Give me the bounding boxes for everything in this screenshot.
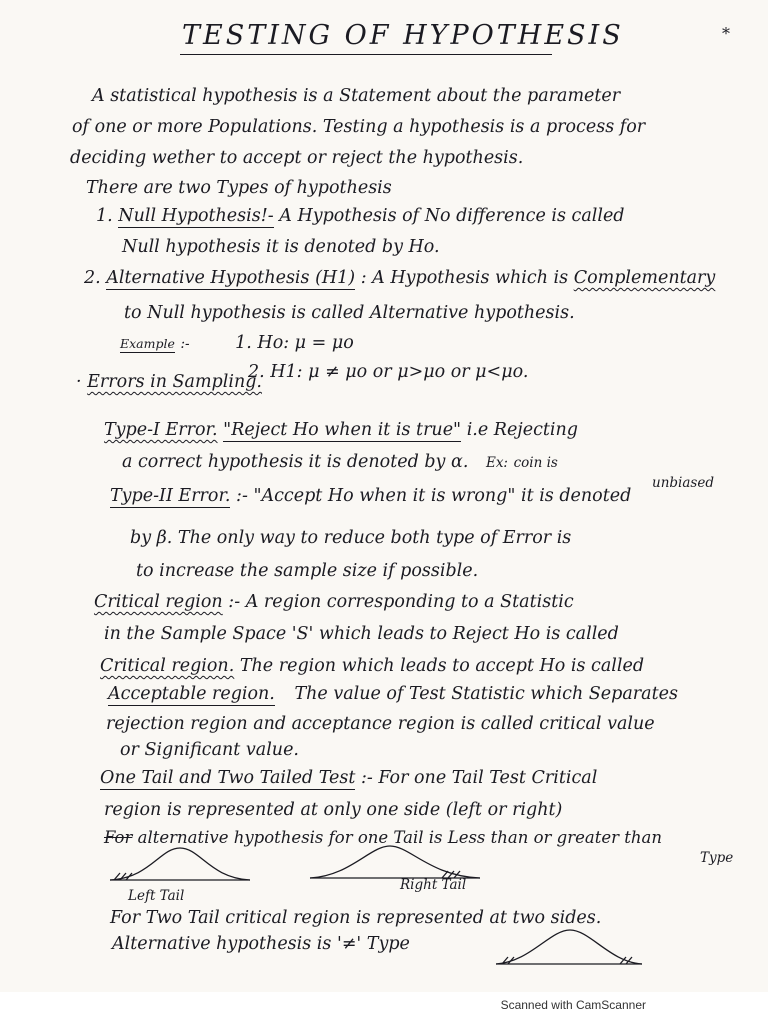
type1-quote: "Reject Ho when it is true" bbox=[223, 420, 462, 440]
alt-complementary-word: Complementary bbox=[573, 268, 716, 288]
errors-bullet: · bbox=[76, 372, 82, 392]
critical-line-3 bbox=[100, 656, 644, 676]
alt-definition: : A Hypothesis which is bbox=[360, 268, 569, 288]
example-2: 2. H1: μ ≠ μo or μ>μo or μ<μo. bbox=[248, 362, 529, 382]
null-line-2: Null hypothesis it is denoted by Ho. bbox=[122, 237, 440, 257]
tails-def: For one Tail Test Critical bbox=[378, 768, 598, 788]
example-1: 1. Ho: μ = μo bbox=[235, 333, 354, 353]
null-definition: A Hypothesis of No difference is called bbox=[279, 206, 625, 226]
critical-def: A region corresponding to a Statistic bbox=[245, 592, 574, 612]
critical-sep: :- bbox=[228, 592, 241, 612]
null-number: 1. bbox=[96, 206, 113, 226]
type1-example-label: Ex: bbox=[485, 455, 508, 471]
critical-line-5: rejection region and acceptance region is called critical value bbox=[106, 714, 655, 734]
critical-region-term: Critical region. bbox=[100, 656, 235, 676]
null-term: Null Hypothesis!- bbox=[118, 206, 274, 226]
right-tail-curve bbox=[310, 846, 480, 878]
type2-line bbox=[110, 486, 631, 506]
intro-line-1: A statistical hypothesis is a Statement about the parameter bbox=[92, 86, 621, 106]
type1-line bbox=[104, 420, 578, 440]
alt-line-2: to Null hypothesis is called Alternative hypothesis. bbox=[124, 303, 575, 323]
acceptable-region-term: Acceptable region. bbox=[108, 684, 275, 704]
two-tail-line-1: For Two Tail critical region is represented at two sides. bbox=[110, 908, 602, 928]
errors-heading-line bbox=[76, 372, 262, 392]
type1-example-2: unbiased bbox=[652, 475, 714, 491]
type1-text: a correct hypothesis it is denoted by α. bbox=[122, 452, 469, 472]
tails-heading: One Tail and Two Tailed Test bbox=[100, 768, 356, 788]
type2-label: Type-II Error. bbox=[110, 486, 231, 506]
type2-tail: it is denoted bbox=[521, 486, 632, 506]
type1-label: Type-I Error. bbox=[104, 420, 218, 440]
critical-line-6: or Significant value. bbox=[120, 740, 299, 760]
scan-footer bbox=[0, 992, 768, 1024]
type2-line-2: by β. The only way to reduce both type of Error is bbox=[130, 528, 572, 548]
right-tail-label: Right Tail bbox=[400, 877, 467, 893]
struck-for: For bbox=[104, 828, 133, 847]
intro-line-2: of one or more Populations. Testing a hypothesis is a process for bbox=[72, 117, 646, 137]
type1-example: coin is bbox=[513, 455, 558, 471]
null-hypothesis-line bbox=[96, 206, 625, 226]
tails-sep: :- bbox=[360, 768, 373, 788]
left-tail-curve bbox=[110, 848, 250, 880]
type1-line-2 bbox=[122, 452, 558, 472]
corner-mark: * bbox=[722, 24, 730, 43]
two-tail-line-2: Alternative hypothesis is '≠' Type bbox=[112, 934, 410, 954]
critical-line-2: in the Sample Space 'S' which leads to Reject Ho is called bbox=[104, 624, 619, 644]
critical-line-4-rest: The value of Test Statistic which Separates bbox=[294, 684, 678, 704]
scan-credit: Scanned with CamScanner bbox=[500, 998, 646, 1012]
critical-line-3-rest: The region which leads to accept Ho is called bbox=[239, 656, 645, 676]
errors-heading: Errors in Sampling. bbox=[87, 372, 262, 392]
tails-line-1 bbox=[100, 768, 597, 788]
example-label: Example bbox=[120, 336, 175, 351]
two-tail-sketch bbox=[490, 920, 650, 970]
type2-sep: :- bbox=[236, 486, 248, 506]
type1-ie: i.e Rejecting bbox=[466, 420, 578, 440]
example-line-1 bbox=[120, 333, 354, 353]
type2-line-3: to increase the sample size if possible. bbox=[136, 561, 479, 581]
alt-number: 2. bbox=[84, 268, 101, 288]
tails-line-3-type: Type bbox=[700, 850, 734, 866]
critical-line-4 bbox=[108, 684, 678, 704]
left-tail-label: Left Tail bbox=[128, 888, 185, 904]
tails-line-2: region is represented at only one side (left or right) bbox=[104, 800, 563, 820]
example-sep: :- bbox=[180, 336, 190, 352]
critical-line-1 bbox=[94, 592, 574, 612]
types-heading: There are two Types of hypothesis bbox=[86, 178, 392, 198]
tails-line-3-rest: alternative hypothesis for one Tail is Less than or greater than bbox=[137, 828, 662, 847]
title-underline bbox=[180, 54, 552, 55]
critical-term: Critical region bbox=[94, 592, 223, 612]
alt-term: Alternative Hypothesis (H1) bbox=[106, 268, 356, 288]
type2-quote: "Accept Ho when it is wrong" bbox=[253, 486, 516, 506]
page-title: TESTING OF HYPOTHESIS bbox=[182, 20, 624, 51]
alt-hypothesis-line bbox=[84, 268, 715, 288]
intro-line-3: deciding wether to accept or reject the hypothesis. bbox=[70, 148, 524, 168]
